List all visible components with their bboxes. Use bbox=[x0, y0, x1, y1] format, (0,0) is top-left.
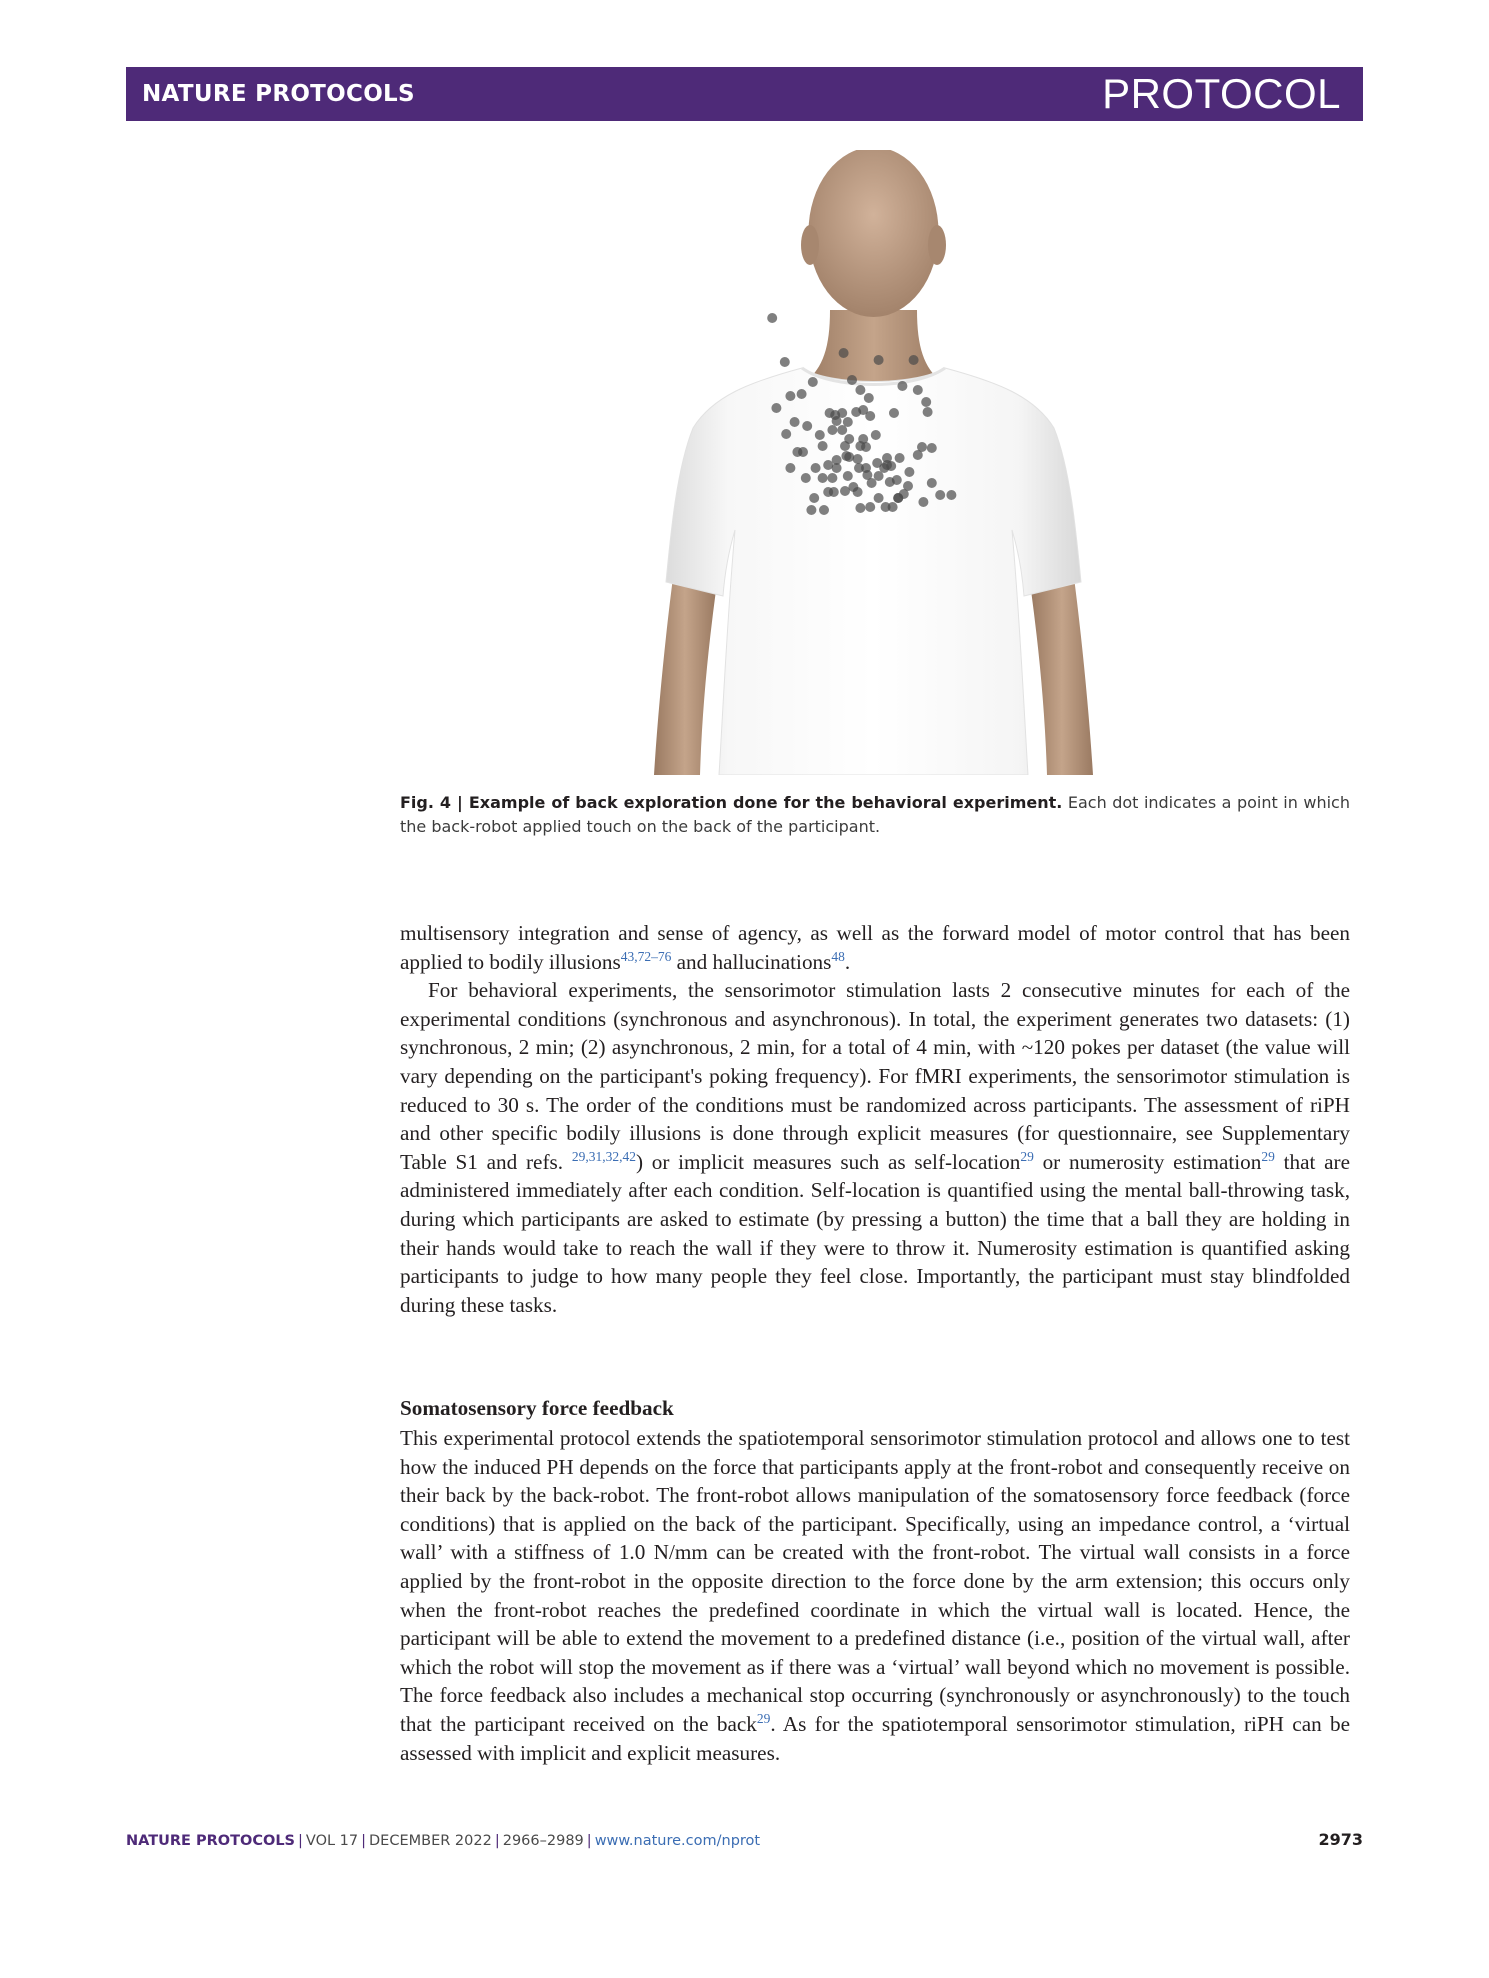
touch-point-dot bbox=[844, 434, 854, 444]
touch-point-dot bbox=[874, 493, 884, 503]
touch-point-dot bbox=[798, 447, 808, 457]
touch-point-dot bbox=[909, 355, 919, 365]
touch-point-dot bbox=[904, 467, 914, 477]
touch-point-dot bbox=[864, 393, 874, 403]
touch-point-dot bbox=[946, 490, 956, 500]
touch-point-dot bbox=[802, 421, 812, 431]
footer-journal: NATURE PROTOCOLS bbox=[126, 1833, 296, 1849]
touch-point-dot bbox=[888, 502, 898, 512]
touch-point-dot bbox=[785, 463, 795, 473]
touch-point-dot bbox=[844, 452, 854, 462]
touch-point-dot bbox=[893, 493, 903, 503]
footer-pages: 2966–2989 bbox=[502, 1833, 584, 1849]
touch-point-dot bbox=[927, 478, 937, 488]
touch-point-dot bbox=[927, 443, 937, 453]
footer-url[interactable]: www.nature.com/nprot bbox=[594, 1833, 761, 1849]
touch-point-dot bbox=[797, 389, 807, 399]
touch-point-dot bbox=[872, 458, 882, 468]
touch-point-dot bbox=[819, 505, 829, 515]
touch-point-dot bbox=[839, 348, 849, 358]
touch-point-dot bbox=[889, 408, 899, 418]
touch-point-dot bbox=[921, 397, 931, 407]
touch-point-dot bbox=[811, 463, 821, 473]
journal-banner bbox=[126, 67, 1363, 121]
citation-ref[interactable]: 48 bbox=[831, 948, 845, 964]
touch-point-dot bbox=[818, 473, 828, 483]
touch-point-dot bbox=[827, 425, 837, 435]
figure-caption bbox=[400, 791, 1350, 839]
touch-point-dot bbox=[895, 453, 905, 463]
touch-point-dot bbox=[843, 471, 853, 481]
touch-point-dot bbox=[790, 417, 800, 427]
touch-point-dot bbox=[853, 487, 863, 497]
paragraph-continued: multisensory integration and sense of agency, as well as the forward model of motor control that has been applied to bodily illusions$^{43,72-76}$ and hallucinations$^{48}$. bbox=[400, 921, 1350, 974]
head bbox=[809, 150, 939, 317]
citation-ref[interactable]: 29 bbox=[756, 1710, 771, 1726]
touch-point-dot bbox=[785, 391, 795, 401]
figure-back-exploration bbox=[652, 150, 1095, 775]
touch-point-dot bbox=[823, 487, 833, 497]
article-type: PROTOCOL bbox=[1102, 70, 1341, 117]
page-number: 2973 bbox=[1318, 1830, 1363, 1849]
body-paragraphs bbox=[400, 919, 1350, 1319]
touch-point-dot bbox=[867, 478, 877, 488]
section-heading: Somatosensory force feedback bbox=[400, 1396, 674, 1420]
footer-citation: NATURE PROTOCOLS | VOL 17 | DECEMBER 2022 | 2966–2989 | www.nature.com/nprot bbox=[126, 1833, 761, 1849]
touch-point-dot bbox=[923, 407, 933, 417]
touch-point-dot bbox=[827, 473, 837, 483]
caption-lead: Fig. 4 | Example of back exploration done for the behavioral experiment. bbox=[400, 793, 1063, 812]
touch-point-dot bbox=[818, 441, 828, 451]
footer-volume: VOL 17 bbox=[305, 1833, 359, 1849]
caption-text: Each dot indicates a point in which the back-robot applied touch on the back of the participant. bbox=[400, 793, 1350, 836]
touch-point-dot bbox=[865, 502, 875, 512]
touch-point-dot bbox=[806, 505, 816, 515]
touch-point-dot bbox=[815, 430, 825, 440]
journal-name: NATURE PROTOCOLS bbox=[142, 81, 415, 107]
touch-point-dot bbox=[913, 385, 923, 395]
touch-point-dot bbox=[892, 475, 902, 485]
page-footer bbox=[126, 1830, 1363, 1849]
citation-ref[interactable]: 43,72–76 bbox=[620, 948, 672, 964]
touch-point-dot bbox=[847, 375, 857, 385]
touch-point-dot bbox=[808, 377, 818, 387]
touch-point-dot bbox=[855, 503, 865, 513]
paragraph-force-feedback: This experimental protocol extends the spatiotemporal sensorimotor stimulation protocol and allows one to test how the induced PH depends on the force that participants apply at the front-robot and consequently receive on their back by the back-robot. The front-robot allows manipulation of the somatosensory force feedback (force conditions) that is applied on the back of the participant. Specifically, using an impedance control, a ‘virtual wall’ with a stiffness of 1.0 N/mm can be created with the front-robot. The virtual wall consists in a force applied by the front-robot in the opposite direction to the force done by the arm extension; this occurs only when the front-robot reaches the predefined coordinate in which the virtual wall is located. Hence, the participant will be able to extend the movement to a predefined distance (i.e., position of the virtual wall, after which the robot will stop the movement as if there was a ‘virtual’ wall beyond which no movement is possible. The force feedback also includes a mechanical stop occurring (synchronously or asynchronously) to the touch that the participant received on the back$^{29}$. As for the spatiotemporal sensorimotor stimulation, riPH can be assessed with implicit and explicit measures. bbox=[400, 1426, 1350, 1765]
section-body bbox=[400, 1424, 1350, 1767]
citation-ref[interactable]: 29,31,32,42 bbox=[571, 1148, 636, 1164]
touch-point-dot bbox=[897, 381, 907, 391]
touch-point-dot bbox=[840, 486, 850, 496]
touch-point-dot bbox=[837, 425, 847, 435]
touch-point-dot bbox=[935, 490, 945, 500]
touch-point-dot bbox=[801, 473, 811, 483]
touch-point-dot bbox=[855, 441, 865, 451]
citation-ref[interactable]: 29 bbox=[1020, 1148, 1034, 1164]
touch-point-dot bbox=[871, 430, 881, 440]
touch-point-dot bbox=[771, 403, 781, 413]
touch-point-dot bbox=[809, 493, 819, 503]
touch-point-dot bbox=[832, 463, 842, 473]
touch-point-dot bbox=[865, 411, 875, 421]
touch-point-dot bbox=[882, 460, 892, 470]
touch-point-dot bbox=[832, 416, 842, 426]
figure-illustration bbox=[652, 150, 1095, 775]
touch-point-dot bbox=[855, 385, 865, 395]
touch-point-dot bbox=[874, 355, 884, 365]
paragraph-behavioral: For behavioral experiments, the sensorimotor stimulation lasts 2 consecutive minutes for each of the experimental conditions (synchronous and asynchronous). In total, the experiment generates two datasets: (1) synchronous, 2 min; (2) asynchronous, 2 min, for a total of 4 min, with ~120 pokes per dataset (the value will vary depending on the participant's poking frequency). For fMRI experiments, the sensorimotor stimulation is reduced to 30 s. The order of the conditions must be randomized across participants. The assessment of riPH and other specific bodily illusions is done through explicit measures (for questionnaire, see Supplementary Table S1 and refs. $^{29,31,32,42}$) or implicit measures such as self-location$^{29}$ or numerosity estimation$^{29}$ that are administered immediately after each condition. Self-location is quantified using the mental ball-throwing task, during which participants are asked to estimate (by pressing a button) the time that a ball they are holding in their hands would take to reach the wall if they were to throw it. Numerosity estimation is quantified asking participants to judge to how many people they feel close. Importantly, the participant must stay blindfolded during these tasks. bbox=[400, 978, 1350, 1317]
touch-point-dot bbox=[781, 429, 791, 439]
footer-date: DECEMBER 2022 bbox=[369, 1833, 492, 1849]
touch-point-dot bbox=[853, 454, 863, 464]
touch-point-dot bbox=[918, 497, 928, 507]
touch-point-dot bbox=[780, 357, 790, 367]
touch-point-dot bbox=[767, 313, 777, 323]
touch-point-dot bbox=[917, 442, 927, 452]
citation-ref[interactable]: 29 bbox=[1261, 1148, 1275, 1164]
touch-point-dot bbox=[825, 408, 835, 418]
